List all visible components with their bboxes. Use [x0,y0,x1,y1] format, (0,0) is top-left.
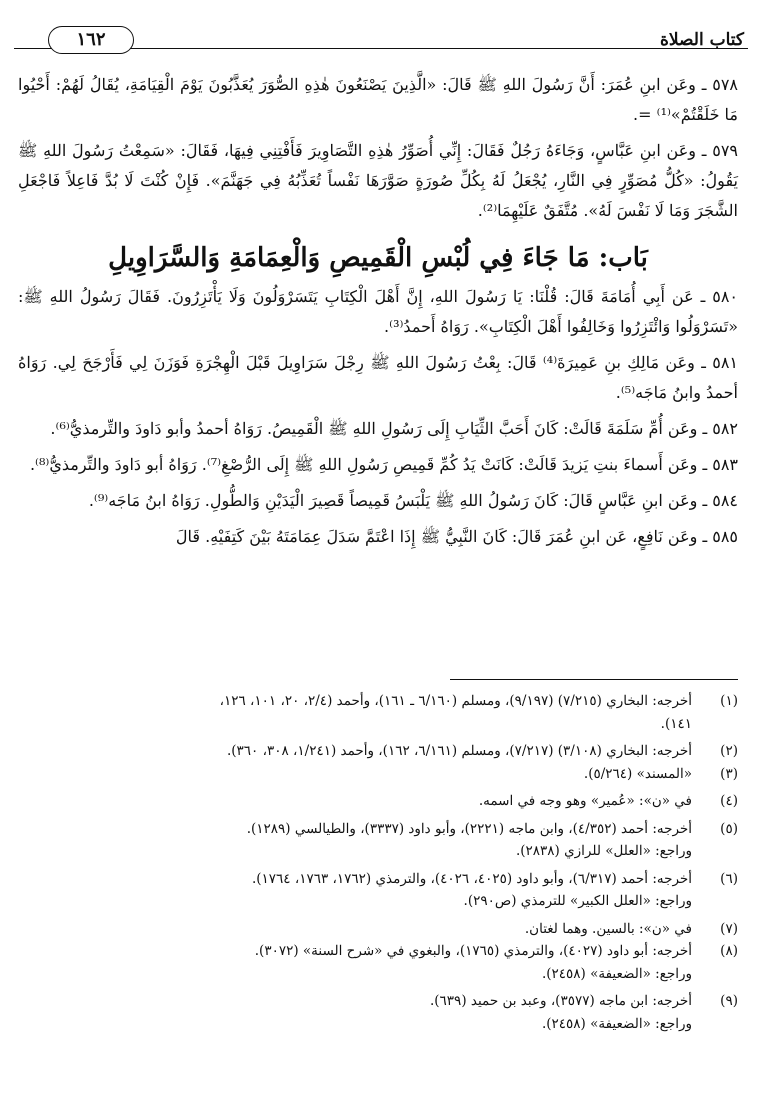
hadith-580: ٥٨٠ ـ عَن أَبِي أُمَامَةَ قَالَ: قُلْنَا: يَا رَسُولَ اللهِ، إِنَّ أَهْلَ الْكِتَابِ يَتَسَرْوَلُونَ وَلَا يَأْتَزِرُونَ. فَقَالَ رَسُولُ اللهِ ﷺ: «تَسَرْوَلُوا وَائْتَزِرُوا وَخَالِفُوا أَهْلَ الْكِتَابِ». رَوَاهُ أَحمدُ⁽³⁾. [18,287,738,336]
footnote-text: أخرجه: أحمد (٤/٣٥٢)، وابن ماجه (٢٢٢١)، وأبو داود (٣٣٣٧)، والطيالسي (١٢٨٩). [246,820,692,837]
footnote-number: (٧) [720,920,738,937]
footnote-text: في «ن»: بالسين. وهما لغتان. [524,920,692,937]
page-header [12,24,748,60]
hadith-578: ٥٧٨ ـ وعَن ابنِ عُمَرَ: أَنَّ رَسُولَ اللهِ ﷺ قَالَ: «الَّذِينَ يَصْنَعُونَ هٰذِهِ الصُّوَرَ يُعَذَّبُونَ يَوْمَ الْقِيَامَةِ، يُقَالُ لَهُمْ: أَحْيُوا مَا خَلَقْتُمْ»⁽¹⁾ =. [18,75,738,124]
page-number: ١٦٢ [48,26,134,54]
footnote-number: (٢) [720,743,738,759]
hadith-584: ٥٨٤ ـ وعَن ابنِ عَبَّاسٍ قَالَ: كَانَ رَسُولُ اللهِ ﷺ يَلْبَسُ قَمِيصاً قَصِيرَ الْيَدَيْنِ وَالطُّولِ. رَوَاهُ ابنُ مَاجَه⁽⁹⁾. [88,491,738,510]
footnote-text: أخرجه: أحمد (٦/٣١٧)، وأبو داود (٤٠٢٥، ٤٠٢٦)، والترمذي (١٧٦٢، ١٧٦٣، ١٧٦٤). [251,870,692,887]
footnote-text: وراجع: «الضعيفة» (٢٤٥٨). [541,1015,692,1032]
book-title: كتاب الصلاة [659,30,744,50]
footnote-text: وراجع: «الضعيفة» (٢٤٥٨). [541,965,692,982]
footnote-text: وراجع: «العلل» للرازي (٢٨٣٨). [515,843,692,859]
chapter-title: بَاب: مَا جَاءَ فِي لُبْسِ الْقَمِيصِ وَالْعِمَامَةِ وَالسَّرَاوِيلِ [108,243,648,273]
footnote-number: (٩) [720,993,738,1009]
footnote [18,690,738,735]
footnote-separator [450,679,738,680]
footnote-text: في «ن»: «عُمير» وهو وجه في اسمه. [478,793,692,809]
footnote-text: ١٤١). [660,715,692,732]
hadith-579: ٥٧٩ ـ وعَن ابنِ عَبَّاسٍ، وَجَاءَهُ رَجُلٌ فَقَالَ: إِنِّي أُصَوِّرُ هٰذِهِ التَّصَاوِيرَ فَأَفْتِنِي فِيهَا، فَقَالَ: «سَمِعْتُ رَسُولَ اللهِ ﷺ يَقُولُ: «كُلُّ مُصَوِّرٍ فِي النَّارِ، يُجْعَلُ لَهُ بِكُلِّ صُورَةٍ صَوَّرَهَا نَفْساً تُعَذِّبُهُ فِي جَهَنَّمَ». فَإِنْ كُنْتَ لَا بُدَّ فَاعِلاً فَاجْعَلِ الشَّجَرَ وَمَا لَا نَفْسَ لَهُ». مُتَّفَقٌ عَلَيْهِمَا⁽²⁾. [18,141,738,220]
hadith-581: ٥٨١ ـ وعَن مَالِكِ بنِ عَمِيرَةَ⁽⁴⁾ قَالَ: بِعْتُ رَسُولَ اللهِ ﷺ رِجْلَ سَرَاوِيلَ قَبْلَ الْهِجْرَةِ فَوَزَنَ لِي فَأَرْجَحَ لِي. رَوَاهُ أحمدُ وابنُ مَاجَه⁽⁵⁾. [18,353,738,402]
main-text [18,70,738,558]
footnote [18,763,738,786]
footnote [18,940,738,985]
footnote [18,818,738,863]
hadith-582: ٥٨٢ ـ وعَن أُمِّ سَلَمَةَ قَالَتْ: كَانَ أَحَبَّ الثِّيَابِ إِلَى رَسُولِ اللهِ ﷺ الْقَمِيصُ. رَوَاهُ أحمدُ وأبو دَاودَ والتِّرمذيُّ⁽⁶⁾. [50,419,738,438]
footnote-number: (٦) [720,870,738,887]
footnote-number: (٥) [720,820,738,837]
footnote [18,740,738,763]
footnote-text: أخرجه: أبو داود (٤٠٢٧)، والترمذي (١٧٦٥)، والبغوي في «شرح السنة» (٣٠٧٢). [254,943,692,959]
footnote-text: وراجع: «العلل الكبير» للترمذي (ص٢٩٠). [463,893,692,909]
footnote-number: (٣) [720,765,738,782]
hadith-585: ٥٨٥ ـ وعَن نَافِعٍ، عَن ابنِ عُمَرَ قَالَ: كَانَ النَّبِيُّ ﷺ إِذَا اعْتَمَّ سَدَلَ عِمَامَتَهُ بَيْنَ كَتِفَيْهِ. قَالَ [175,527,738,546]
footnote-text: أخرجه: ابن ماجه (٣٥٧٧)، وعبد بن حميد (٦٣٩). [429,993,692,1009]
footnote-number: (٨) [720,943,738,959]
footnote [18,918,738,941]
footnote-number: (١) [720,693,738,709]
footnote [18,990,738,1035]
footnote-text: أخرجه: البخاري (٣/١٠٨) (٧/٢١٧)، ومسلم (٦/١٦١، ١٦٢)، وأحمد (١/٢٤١، ٣٠٨، ٣٦٠). [226,743,692,759]
footnote [18,868,738,913]
footnote-text: أخرجه: البخاري (٧/٢١٥) (٩/١٩٧)، ومسلم (٦/١٦٠ ـ ١٦١)، وأحمد (٢/٤، ٢٠، ١٠١، ١٢٦، [219,693,692,709]
footnote [18,790,738,813]
hadith-583: ٥٨٣ ـ وعَن أَسماءَ بنتِ يَزيدَ قَالَتْ: كَانَتْ يَدُ كُمِّ قَمِيصِ رَسُولِ اللهِ ﷺ إِلَى الرُّصْغِ⁽⁷⁾. رَوَاهُ أبو دَاودَ والتِّرمذيُّ⁽⁸⁾. [29,455,738,474]
footnote-text: «المسند» (٥/٢٦٤). [583,765,692,782]
footnotes [18,690,738,1035]
footnote-number: (٤) [720,793,738,809]
